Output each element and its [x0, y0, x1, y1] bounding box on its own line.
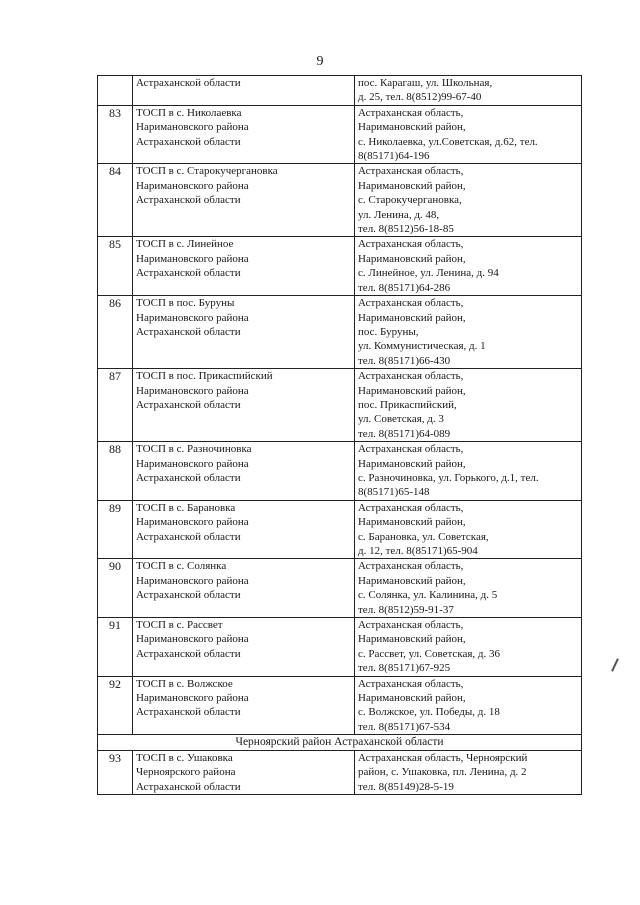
row-number: 86: [98, 296, 133, 369]
cell-line: Наримановский район,: [358, 633, 466, 646]
cell-line: ТОСП в пос. Буруны: [136, 297, 235, 310]
cell-line: Астраханской области: [136, 194, 241, 207]
address-cell: [355, 500, 582, 559]
organization-name-cell: [133, 76, 355, 106]
address-cell: [355, 618, 582, 677]
cell-line: Астраханская область,: [358, 677, 464, 690]
row-number: 87: [98, 369, 133, 442]
cell-line: тел. 8(85171)67-925: [358, 662, 451, 675]
table-row: [98, 676, 582, 735]
row-number: 85: [98, 237, 133, 296]
cell-line: тел. 8(85171)66-430: [358, 354, 451, 367]
table-row: [98, 750, 582, 794]
organization-name-cell: [133, 676, 355, 735]
cell-line: ул. Советская, д. 3: [358, 413, 444, 426]
row-number: [98, 76, 133, 106]
cell-line: ТОСП в с. Николаевка: [136, 106, 242, 119]
cell-line: Астраханской области: [136, 530, 241, 543]
table-row-continuation: [98, 76, 582, 106]
table-row: [98, 237, 582, 296]
cell-line: район, с. Ушаковка, пл. Ленина, д. 2: [358, 766, 527, 779]
cell-line: 8(85171)65-148: [358, 486, 430, 499]
organization-name-cell: [133, 750, 355, 794]
address-cell: [355, 105, 582, 164]
organization-name-cell: [133, 369, 355, 442]
cell-line: ТОСП в с. Старокучергановка: [136, 165, 278, 178]
cell-line: Астраханской области: [136, 706, 241, 719]
row-number: 92: [98, 676, 133, 735]
cell-line: Наримановского района: [136, 252, 249, 265]
cell-line: Наримановский район,: [358, 252, 466, 265]
registry-table-body: [98, 76, 582, 795]
address-cell: [355, 442, 582, 501]
cell-line: Астраханской области: [136, 647, 241, 660]
cell-line: Наримановский район,: [358, 457, 466, 470]
cell-line: Наримановский район,: [358, 516, 466, 529]
cell-line: ТОСП в с. Ушаковка: [136, 751, 233, 764]
cell-line: Наримановского района: [136, 121, 249, 134]
table-row: [98, 500, 582, 559]
cell-line: Астраханская область,: [358, 370, 464, 383]
cell-line: с. Разночиновка, ул. Горького, д.1, тел.: [358, 471, 539, 484]
cell-line: Астраханской области: [136, 267, 241, 280]
organization-name-cell: [133, 500, 355, 559]
row-number: 90: [98, 559, 133, 618]
cell-line: пос. Буруны,: [358, 325, 419, 338]
table-row: [98, 164, 582, 237]
cell-line: Астраханская область,: [358, 165, 464, 178]
organization-name-cell: [133, 559, 355, 618]
cell-line: Астраханская область,: [358, 443, 464, 456]
cell-line: ул. Коммунистическая, д. 1: [358, 340, 486, 353]
page-number: 9: [316, 54, 324, 69]
cell-line: с. Линейное, ул. Ленина, д. 94: [358, 267, 499, 280]
cell-line: Наримановский район,: [358, 692, 466, 705]
cell-line: ТОСП в с. Солянка: [136, 560, 227, 573]
table-row: [98, 296, 582, 369]
row-number: 84: [98, 164, 133, 237]
margin-mark: [611, 658, 619, 672]
cell-line: д. 25, тел. 8(8512)99-67-40: [358, 91, 482, 104]
cell-line: Астраханская область, Черноярский: [358, 751, 528, 764]
cell-line: с. Барановка, ул. Советская,: [358, 530, 489, 543]
cell-line: Астраханская область,: [358, 501, 464, 514]
cell-line: с. Рассвет, ул. Советская, д. 36: [358, 647, 501, 660]
cell-line: Астраханской области: [136, 471, 241, 484]
row-number: 88: [98, 442, 133, 501]
row-number: 89: [98, 500, 133, 559]
table-row: [98, 618, 582, 677]
cell-line: Астраханская область,: [358, 619, 464, 632]
row-number: 93: [98, 750, 133, 794]
address-cell: [355, 237, 582, 296]
cell-line: Астраханской области: [136, 780, 241, 793]
table-row: [98, 559, 582, 618]
cell-line: Наримановского района: [136, 384, 249, 397]
address-cell: [355, 369, 582, 442]
cell-line: тел. 8(85171)67-534: [358, 720, 451, 733]
organization-name-cell: [133, 296, 355, 369]
cell-line: с. Солянка, ул. Калинина, д. 5: [358, 589, 498, 602]
cell-line: Черноярского района: [136, 766, 236, 779]
cell-line: тел. 8(8512)56-18-85: [358, 223, 454, 236]
cell-line: Наримановского района: [136, 179, 249, 192]
row-number: 91: [98, 618, 133, 677]
cell-line: 8(85171)64-196: [358, 150, 430, 163]
cell-line: ТОСП в с. Рассвет: [136, 619, 223, 632]
section-title: Черноярский район Астраханской области: [98, 735, 582, 750]
organization-name-cell: [133, 442, 355, 501]
cell-line: ТОСП в с. Разночиновка: [136, 443, 252, 456]
cell-line: Астраханской области: [136, 77, 241, 89]
cell-line: тел. 8(85149)28-5-19: [358, 780, 454, 793]
address-cell: [355, 676, 582, 735]
cell-line: Наримановского района: [136, 457, 249, 470]
cell-line: Наримановский район,: [358, 384, 466, 397]
organization-name-cell: [133, 237, 355, 296]
cell-line: Астраханской области: [136, 398, 241, 411]
organization-name-cell: [133, 618, 355, 677]
address-cell: [355, 296, 582, 369]
cell-line: пос. Карагаш, ул. Школьная,: [358, 77, 493, 89]
cell-line: Наримановского района: [136, 633, 249, 646]
cell-line: Наримановский район,: [358, 121, 466, 134]
cell-line: тел. 8(8512)59-91-37: [358, 603, 454, 616]
cell-line: Наримановский район,: [358, 574, 466, 587]
cell-line: тел. 8(85171)64-286: [358, 281, 451, 294]
table-row: [98, 442, 582, 501]
cell-line: д. 12, тел. 8(85171)65-904: [358, 545, 478, 557]
cell-line: с. Николаевка, ул.Советская, д.62, тел.: [358, 135, 538, 148]
cell-line: Наримановского района: [136, 574, 249, 587]
cell-line: ТОСП в с. Волжское: [136, 677, 233, 690]
cell-line: ТОСП в пос. Прикаспийский: [136, 370, 273, 383]
cell-line: Наримановского района: [136, 311, 249, 324]
cell-line: ТОСП в с. Барановка: [136, 501, 236, 514]
cell-line: с. Старокучергановка,: [358, 194, 462, 207]
cell-line: Астраханская область,: [358, 560, 464, 573]
address-cell: [355, 76, 582, 106]
cell-line: Астраханская область,: [358, 106, 464, 119]
cell-line: Астраханской области: [136, 589, 241, 602]
cell-line: Астраханской области: [136, 325, 241, 338]
cell-line: Астраханская область,: [358, 238, 464, 251]
cell-line: тел. 8(85171)64-089: [358, 427, 451, 440]
table-row: [98, 369, 582, 442]
cell-line: Астраханской области: [136, 135, 241, 148]
organization-name-cell: [133, 164, 355, 237]
organization-name-cell: [133, 105, 355, 164]
address-cell: [355, 164, 582, 237]
table-row: [98, 105, 582, 164]
registry-table: [97, 75, 582, 795]
section-header-row: [98, 735, 582, 750]
cell-line: ул. Ленина, д. 48,: [358, 208, 440, 221]
cell-line: Наримановский район,: [358, 311, 466, 324]
cell-line: с. Волжское, ул. Победы, д. 18: [358, 706, 500, 719]
cell-line: Наримановского района: [136, 516, 249, 529]
cell-line: Наримановский район,: [358, 179, 466, 192]
cell-line: пос. Прикаспийский,: [358, 398, 457, 411]
cell-line: Наримановского района: [136, 692, 249, 705]
cell-line: Астраханская область,: [358, 297, 464, 310]
row-number: 83: [98, 105, 133, 164]
cell-line: ТОСП в с. Линейное: [136, 238, 234, 251]
address-cell: [355, 750, 582, 794]
address-cell: [355, 559, 582, 618]
